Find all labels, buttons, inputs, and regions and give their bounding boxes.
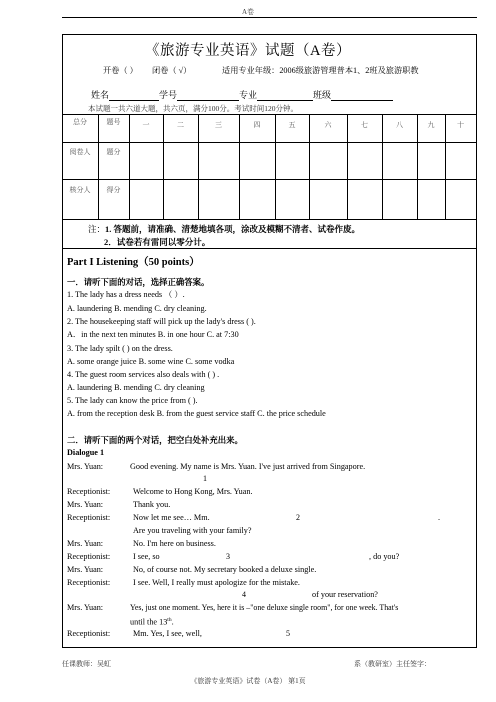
d-line: until the 13th. [130,617,174,627]
footer-page: 《旅游专业英语》试卷（A卷） 第1页 [190,677,306,685]
header-rule [62,17,477,18]
cell-q7: 七 [361,121,368,129]
section1-heading: 一．请听下面的对话，选择正确答案。 [67,278,210,287]
d-speaker: Mrs. Yuan: [67,565,104,574]
cell-q2: 二 [177,121,184,129]
d-line: I see. Well, I really must apologize for the mistake. [133,578,300,587]
d-speaker: Receptionist: [67,487,111,496]
cell-checker: 核分人 [69,186,91,194]
d-line: No, of course not. My secretary booked a deluxe single. [133,565,317,574]
q3-options: A. some orange juice B. some wine C. some vodka [67,357,235,366]
d-line: Good evening. My name is Mrs. Yuan. I've just arrived from Singapore. [130,462,366,471]
note-2: 2．试卷若有雷同以零分计。 [104,237,211,247]
blank-2[interactable]: 2 [296,513,300,522]
class-label: 班级 [313,90,332,100]
part1-title: Part I Listening（50 points） [67,257,200,268]
dialogue1-title: Dialogue 1 [67,448,105,457]
d-line: Yes, just one moment. Yes, here it is –"one deluxe single room", for one week. That's [130,603,399,612]
blank-1[interactable]: 1 [203,474,207,483]
d-speaker: Mrs. Yuan: [67,603,104,612]
cell-q9: 九 [427,121,435,129]
d-speaker: Mrs. Yuan: [67,539,104,548]
cell-q6: 六 [324,121,332,129]
cell-score: 得分 [106,186,121,194]
d-line: Thank you. [133,500,171,509]
d-speaker: Mrs. Yuan: [67,500,104,509]
name-label: 姓名 [91,90,110,100]
id-label: 学号 [159,90,178,100]
blank-4[interactable]: 4 [242,590,246,599]
notes-rule [62,248,476,249]
d-speaker: Receptionist: [67,629,111,638]
d-line: Now let me see… Mm. [133,513,210,522]
blank-5[interactable]: 5 [286,629,290,638]
d-line: No. I'm here on business. [133,539,216,548]
open-book: 开卷（ ） [103,66,138,75]
cell-total: 总分 [73,118,87,126]
cell-points: 题分 [106,148,121,156]
student-info-row [91,90,393,101]
footer-dept-sign: 系（教研室）主任签字： [354,660,431,668]
exam-meta: 本试题一共六道大题，共六页，满分100分。考试时间120分钟。 [88,104,298,113]
cell-q5: 五 [288,121,296,129]
d-line: I see, so [133,552,160,561]
d-speaker: Receptionist: [67,513,111,522]
d-end: of your reservation? [312,590,378,599]
d-line: Welcome to Hong Kong, Mrs. Yuan. [133,487,253,496]
d-line: Are you traveling with your family? [133,526,252,535]
section2-heading: 二．请听下面的两个对话，把空白处补充出来。 [67,436,243,445]
d-speaker: Receptionist: [67,552,111,561]
note-1: 注：1. 答题前，请准确、清楚地填各项，涂改及模糊不清者、试卷作废。 [88,224,361,234]
cell-q3: 三 [215,121,222,129]
q1-stem: 1. The lady has a dress needs （ ）. [67,290,185,299]
q4-options: A. laundering B. mending C. dry cleaning [67,383,205,392]
class-field[interactable] [331,91,393,101]
q2-options: A．in the next ten minutes B. in one hour C. at 7:30 [67,330,239,339]
page-title: 《旅游专业英语》试题（A卷） [145,43,351,59]
blank-3[interactable]: 3 [226,552,230,561]
closed-book: 闭卷（ √） [152,66,192,75]
q1-options: A. laundering B. mending C. dry cleaning. [67,304,207,313]
cell-qnum: 题号 [106,118,121,126]
cell-q8: 八 [396,121,403,129]
major-label: 专业 [239,90,258,100]
q5-options: A. from the reception desk B. from the guest service staff C. the price schedule [67,409,326,418]
cell-q1: 一 [142,121,150,129]
header-tag: A卷 [241,8,255,16]
footer-teacher: 任课教师：吴虹 [62,660,111,668]
d-line: Mm. Yes, I see, well, [133,629,202,638]
d-end: , do you? [369,552,400,561]
d-speaker: Receptionist: [67,578,111,587]
cell-q4: 四 [253,121,261,129]
q4-stem: 4. The guest room services also deals with ( ) . [67,370,220,379]
cell-q10: 十 [457,121,464,129]
major-field[interactable] [257,91,313,101]
name-field[interactable] [109,91,159,101]
q2-stem: 2. The housekeeping staff will pick up the lady's dress ( ). [67,317,256,326]
q3-stem: 3. The lady spilt ( ) on the dress. [67,344,173,353]
id-field[interactable] [177,91,239,101]
applicable-majors: 适用专业年级：2006级旅游管理普本1、2班及旅游职教 [222,66,419,75]
d-end: . [438,513,441,522]
cell-reviewer: 阅卷人 [69,148,91,156]
d-speaker: Mrs. Yuan: [67,462,104,471]
q5-stem: 5. The lady can know the price from ( ). [67,396,198,405]
